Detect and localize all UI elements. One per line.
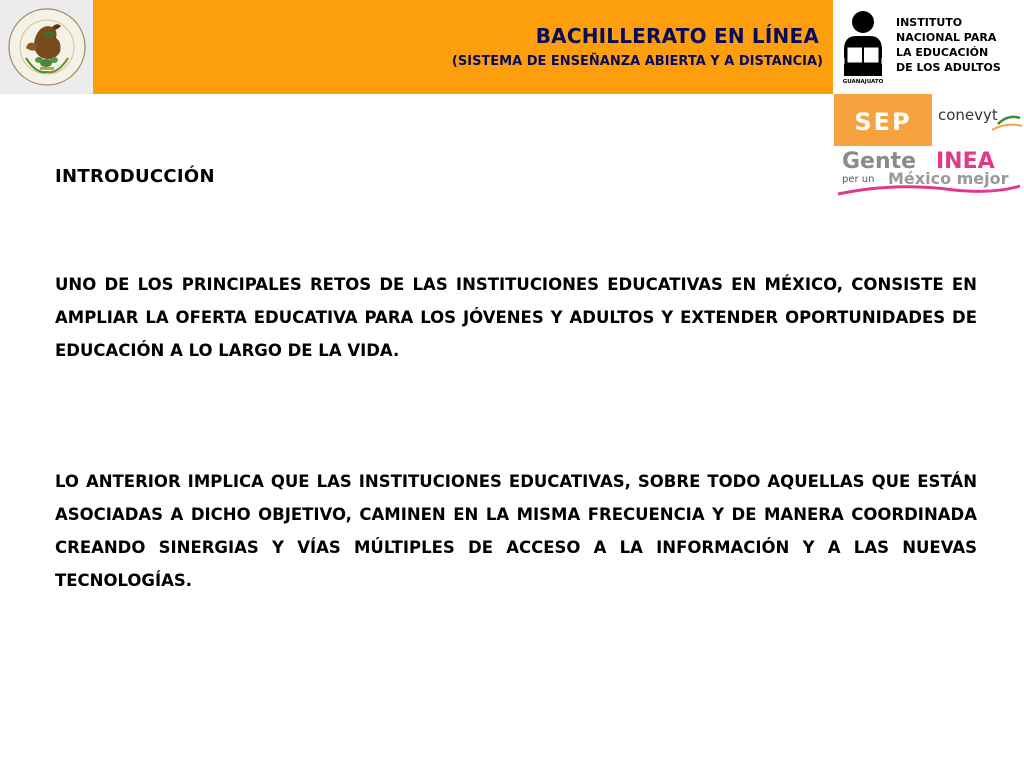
section-heading: INTRODUCCIÓN — [55, 166, 215, 187]
eagle-seal-icon — [0, 0, 93, 94]
intro-paragraph-1: UNO DE LOS PRINCIPALES RETOS DE LAS INSTITUCIONES EDUCATIVAS EN MÉXICO, CONSISTE EN AMPLIAR LA OFERTA EDUCATIVA PARA LOS JÓVENES Y ADULTOS Y EXTENDER OPORTUNIDADES DE EDUCACIÓN A LO LARGO DE LA VIDA. — [55, 275, 977, 360]
svg-text:DE LOS ADULTOS: DE LOS ADULTOS — [896, 61, 1001, 74]
sep-logo — [834, 94, 932, 146]
conevyt-logo — [932, 96, 1024, 144]
svg-text:SEP: SEP — [854, 108, 912, 136]
svg-text:GUANAJUATO: GUANAJUATO — [842, 79, 884, 85]
intro-paragraph-2: LO ANTERIOR IMPLICA QUE LAS INSTITUCIONES EDUCATIVAS, SOBRE TODO AQUELLAS QUE ESTÁN ASOCIADAS A DICHO OBJETIVO, CAMINEN EN LA MISMA FRECUENCIA Y DE MANERA COORDINADA CREANDO SINERGIAS Y VÍAS MÚLTIPLES DE ACCESO A LA INFORMACIÓN Y A LAS NUEVAS TECNOLOGÍAS. — [55, 472, 977, 590]
header-band — [93, 0, 833, 94]
svg-text:LA EDUCACIÓN: LA EDUCACIÓN — [896, 46, 989, 59]
page-title: BACHILLERATO EN LÍNEA — [535, 24, 819, 48]
gente-inea-logo — [834, 146, 1024, 198]
mexico-seal-logo — [0, 0, 93, 94]
inea-logo — [836, 6, 1024, 90]
page-subtitle: (SISTEMA DE ENSEÑANZA ABIERTA Y A DISTANCIA) — [451, 54, 823, 69]
svg-text:Gente: Gente — [842, 149, 917, 174]
svg-text:per un: per un — [842, 174, 875, 185]
svg-text:INSTITUTO: INSTITUTO — [896, 16, 963, 29]
svg-text:INEA: INEA — [936, 149, 995, 174]
svg-text:conevyt: conevyt — [938, 106, 998, 124]
svg-text:México mejor: México mejor — [888, 169, 1009, 188]
svg-text:NACIONAL PARA: NACIONAL PARA — [896, 31, 997, 44]
